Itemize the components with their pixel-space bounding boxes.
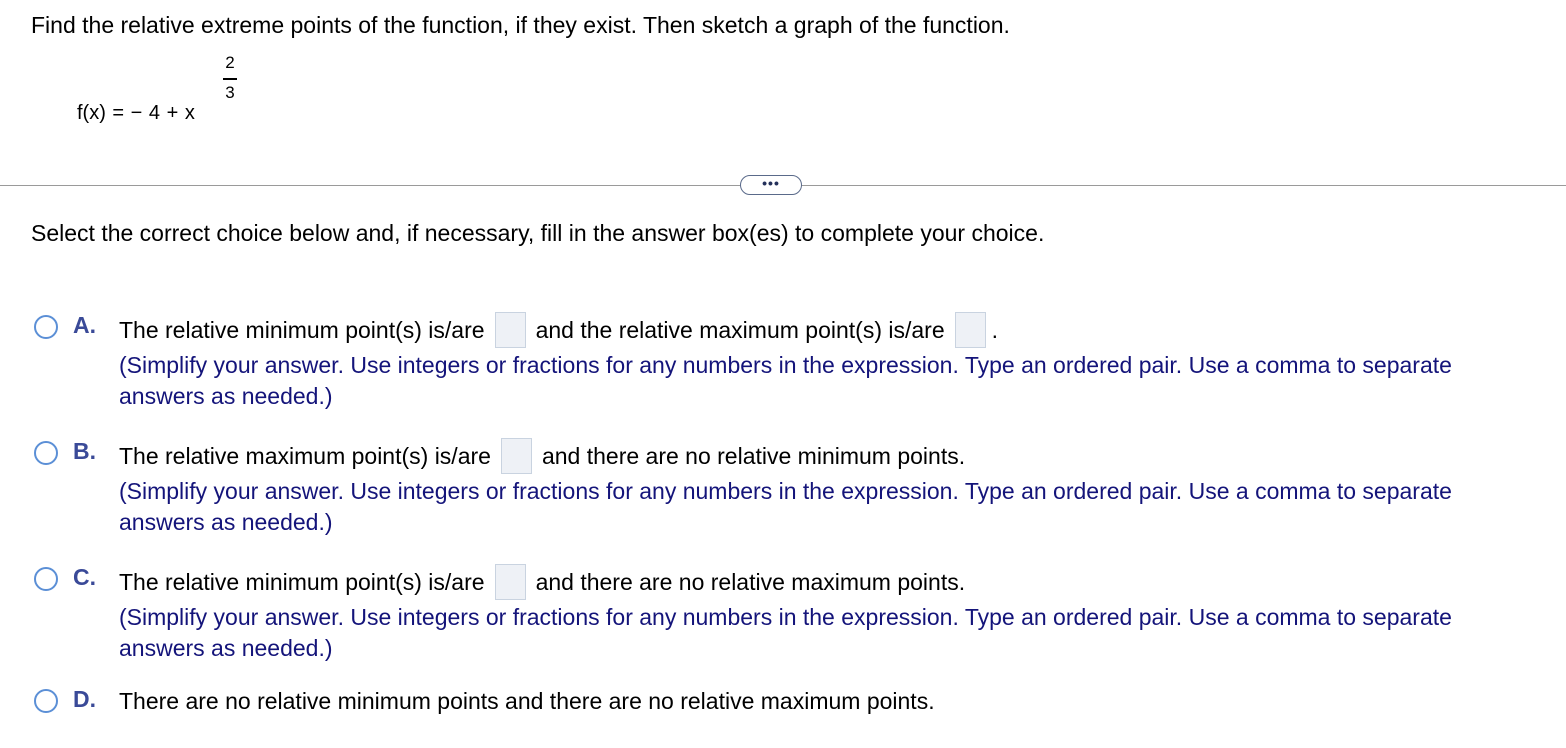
choice-d-text: There are no relative minimum points and there are no relative maximum points.	[119, 688, 935, 714]
choice-a-letter: A.	[73, 312, 96, 338]
choice-b-radio[interactable]	[34, 441, 58, 465]
exponent-numerator: 2	[225, 53, 235, 72]
fraction-bar	[223, 78, 237, 80]
choice-b-hint: (Simplify your answer. Use integers or fractions for any numbers in the expression. Type an ordered pair. Use a comma to separate answers as needed.)	[119, 478, 1452, 535]
choice-d-statement	[119, 686, 935, 716]
choice-c-statement	[119, 564, 965, 600]
choice-c-text-before: The relative minimum point(s) is/are	[119, 569, 485, 595]
choice-d-letter: D.	[73, 686, 96, 712]
choice-c-letter: C.	[73, 564, 96, 590]
choice-b-letter: B.	[73, 438, 96, 464]
choice-a-radio[interactable]	[34, 315, 58, 339]
choice-a-text-middle: and the relative maximum point(s) is/are	[535, 317, 945, 343]
choice-a-min-answer-box[interactable]	[495, 312, 526, 348]
instructions-text: Select the correct choice below and, if necessary, fill in the answer box(es) to complete your choice.	[31, 220, 1045, 246]
choice-b-text-after: and there are no relative minimum points.	[541, 443, 966, 469]
function-formula	[77, 50, 277, 130]
choice-c-radio[interactable]	[34, 567, 58, 591]
choice-d-radio[interactable]	[34, 689, 58, 713]
choice-c-min-answer-box[interactable]	[495, 564, 526, 600]
choice-c-hint: (Simplify your answer. Use integers or fractions for any numbers in the expression. Type an ordered pair. Use a comma to separate answers as needed.)	[119, 604, 1452, 661]
choice-a-max-answer-box[interactable]	[955, 312, 986, 348]
question-prompt: Find the relative extreme points of the function, if they exist. Then sketch a graph of the function.	[31, 12, 1010, 38]
more-options-button[interactable]: •••	[740, 175, 802, 195]
choice-a-statement	[119, 312, 998, 348]
formula-exponent	[222, 54, 238, 102]
exponent-denominator: 3	[225, 83, 235, 102]
choice-a-hint: (Simplify your answer. Use integers or fractions for any numbers in the expression. Type an ordered pair. Use a comma to separate answers as needed.)	[119, 352, 1452, 409]
choice-a-text-before: The relative minimum point(s) is/are	[119, 317, 485, 343]
choice-b-text-before: The relative maximum point(s) is/are	[119, 443, 491, 469]
choice-c-text-after: and there are no relative maximum points.	[535, 569, 966, 595]
choice-a-text-after: .	[991, 317, 999, 343]
choice-b-max-answer-box[interactable]	[501, 438, 532, 474]
choice-b-statement	[119, 438, 965, 474]
formula-base: f(x) = − 4 + x	[77, 102, 195, 124]
